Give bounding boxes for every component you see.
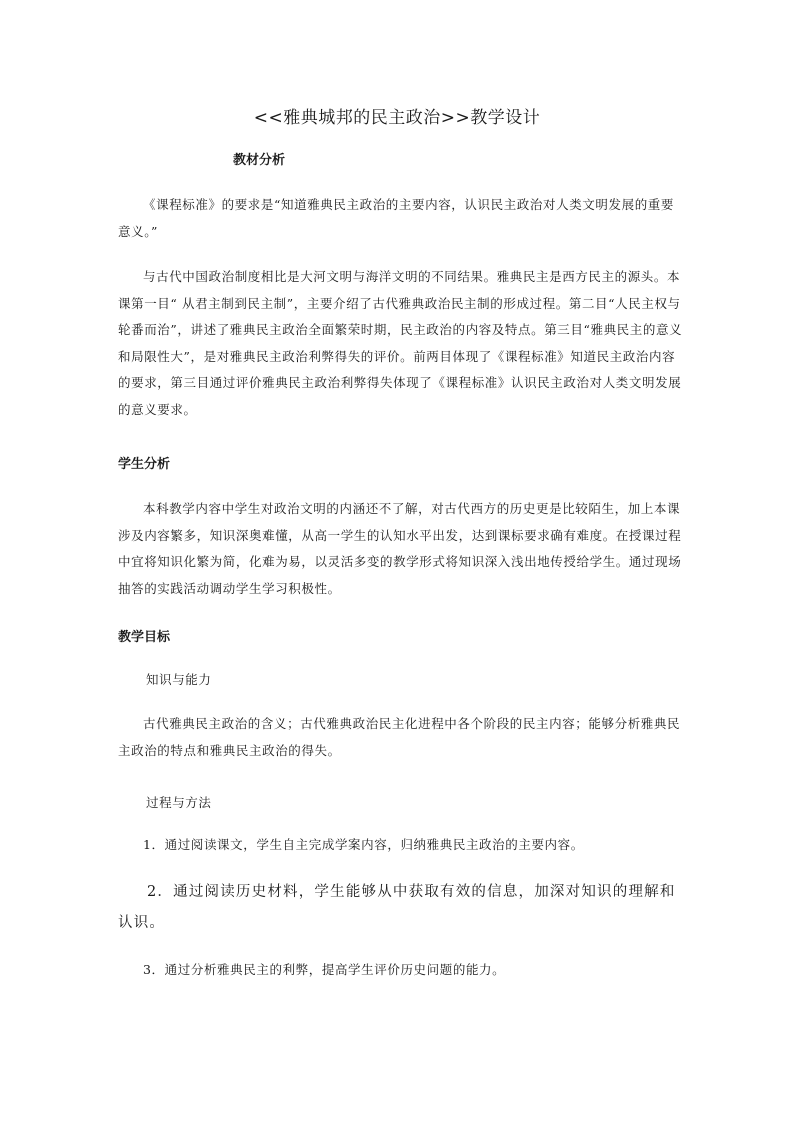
heading-teaching-goals: 教学目标 bbox=[118, 630, 171, 645]
list-item: 1．通过阅读课文，学生自主完成学案内容，归纳雅典民主政治的主要内容。 bbox=[143, 837, 584, 852]
paragraph-material-content: 与古代中国政治制度相比是大河文明与海洋文明的不同结果。雅典民主是西方民主的源头。本课第一目“ 从君主制到民主制”，主要介绍了古代雅典政治民主制的形成过程。第二目“人民主权与轮番而治”，讲述了雅典民主政治全面繁荣时期，民主政治的内容及特点。第三目“雅典民主的意义和局限性大”，是对雅典民主政治利弊得失的评价。前两目体现了《课程标准》知道民主政治内容的要求，第三目通过评价雅典民主政治利弊得失体现了《课程标准》认识民主政治对人类文明发展的意义要求。 bbox=[118, 269, 683, 417]
paragraph-knowledge-ability: 古代雅典民主政治的含义；古代雅典政治民主化进程中各个阶段的民主内容；能够分析雅典民主政治的特点和雅典民主政治的得失。 bbox=[118, 716, 681, 758]
heading-material-analysis: 教材分析 bbox=[233, 153, 286, 168]
paragraph-student-analysis: 本科教学内容中学生对政治文明的内涵还不了解，对古代西方的历史更是比较陌生，加上本课涉及内容繁多，知识深奥难懂，从高一学生的认知水平出发，达到课标要求确有难度。在授课过程中宜将知识化繁为简，化难为易，以灵活多变的教学形式将知识深入浅出地传授给学生。通过现场抽答的实践活动调动学生学习积极性。 bbox=[118, 501, 682, 596]
list-item: 2．通过阅读历史材料，学生能够从中获取有效的信息，加深对知识的理解和认识。 bbox=[118, 884, 676, 931]
paragraph-curriculum-standard: 《课程标准》的要求是“知道雅典民主政治的主要内容，认识民主政治对人类文明发展的重要意义。” bbox=[118, 197, 674, 239]
subheading-process-method: 过程与方法 bbox=[146, 795, 212, 810]
document-title: <<雅典城邦的民主政治>>教学设计 bbox=[253, 108, 541, 128]
list-item: 3．通过分析雅典民主的利弊，提高学生评价历史问题的能力。 bbox=[143, 962, 506, 977]
heading-student-analysis: 学生分析 bbox=[118, 457, 171, 472]
subheading-knowledge-ability: 知识与能力 bbox=[146, 672, 212, 687]
